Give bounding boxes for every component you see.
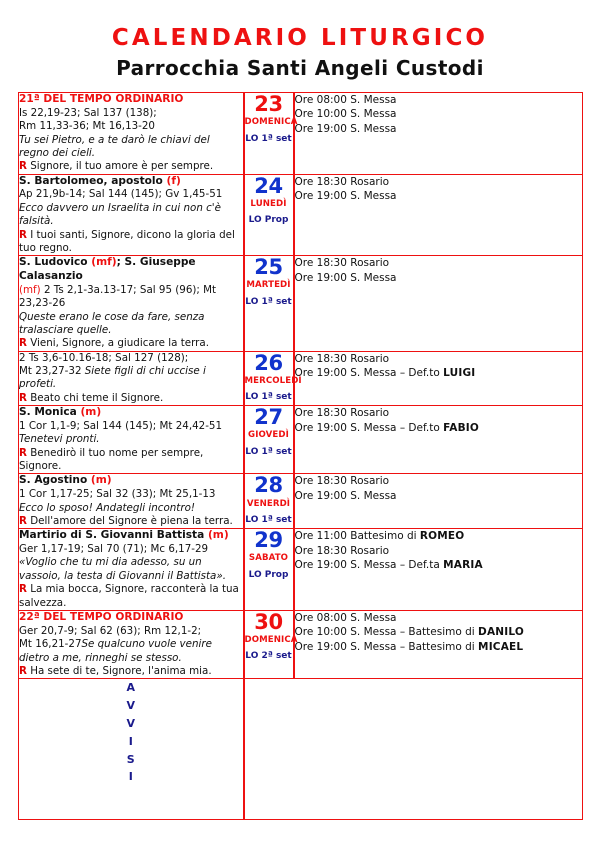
liturgy-hours: LO 1ª set xyxy=(245,133,292,144)
readings-cell xyxy=(19,256,244,351)
gospel-line: Mt 23,27-32 Siete figli di chi uccise i profeti. xyxy=(19,365,206,391)
schedule-line: Ore 19:00 S. Messa – Def.to FABIO xyxy=(294,421,480,434)
avvisi-letter: I xyxy=(128,734,133,748)
responsorial-line: R Signore, il tuo amore è per sempre. xyxy=(19,160,214,173)
avvisi-letter: S xyxy=(126,752,135,766)
reading-line: 1 Cor 1,1-9; Sal 144 (145); Mt 24,42-51 xyxy=(19,419,223,432)
avvisi-letter: I xyxy=(128,770,133,784)
celebration-title: Martirio di S. Giovanni Battista (m) xyxy=(19,529,229,542)
readings-cell xyxy=(19,610,244,678)
avvisi-content-cell[interactable] xyxy=(244,679,583,820)
page-title: CALENDARIO LITURGICO xyxy=(111,25,489,51)
avvisi-label xyxy=(19,679,243,786)
page-header xyxy=(0,0,600,79)
reading-line: Rm 11,33-36; Mt 16,13-20 xyxy=(19,120,155,133)
responsorial-line: R Benedirò il tuo nome per sempre, Signore. xyxy=(19,446,204,473)
page-subtitle: Parrocchia Santi Angeli Custodi xyxy=(116,56,484,81)
day-number: 28 xyxy=(254,473,283,498)
day-name: MERCOLEDÌ xyxy=(244,375,302,386)
reading-line: Ger 20,7-9; Sal 62 (63); Rm 12,1-2; xyxy=(19,624,202,637)
responsorial-marker: R xyxy=(19,514,27,527)
day-name: MARTEDÌ xyxy=(246,280,291,291)
gospel-line: Mt 16,21-27Se qualcuno vuole venire dietro a me, rinneghi se stesso. xyxy=(19,638,212,664)
schedule-line: Ore 10:00 S. Messa xyxy=(294,108,397,121)
day-name: DOMENICA xyxy=(244,635,298,646)
schedule-line: Ore 19:00 S. Messa xyxy=(294,489,397,502)
day-number: 26 xyxy=(254,350,283,375)
liturgy-hours: LO 2ª set xyxy=(245,651,292,662)
schedule-cell xyxy=(294,474,583,529)
schedule-line: Ore 18:30 Rosario xyxy=(294,175,390,188)
celebration-title: S. Agostino (m) xyxy=(19,474,112,487)
calendar-table-wrap xyxy=(18,92,582,820)
celebration-title: S. Monica (m) xyxy=(19,406,102,419)
gospel-line: Tu sei Pietro, e a te darò le chiavi del regno dei cieli. xyxy=(19,133,210,159)
schedule-line: Ore 19:00 S. Messa – Def.to LUIGI xyxy=(294,367,476,380)
responsorial-line: R Beato chi teme il Signore. xyxy=(19,391,164,404)
calendar-rows xyxy=(19,93,583,679)
reading-line: Is 22,19-23; Sal 137 (138); xyxy=(19,106,157,119)
readings-cell xyxy=(19,474,244,529)
date-cell xyxy=(244,474,294,529)
gospel-line: «Voglio che tu mi dia adesso, su un vassoio, la testa di Giovanni il Battista». xyxy=(19,556,226,582)
date-cell xyxy=(244,406,294,474)
responsorial-line: R Ha sete di te, Signore, l'anima mia. xyxy=(19,664,212,677)
schedule-line: Ore 18:30 Rosario xyxy=(294,544,390,557)
day-number: 25 xyxy=(254,255,283,280)
readings-cell xyxy=(19,174,244,256)
avvisi-letter: V xyxy=(126,716,135,730)
liturgy-hours: LO Prop xyxy=(248,569,289,580)
schedule-line: Ore 19:00 S. Messa xyxy=(294,190,397,203)
celebration-title: 22ª DEL TEMPO ORDINARIO xyxy=(19,610,184,623)
reading-line: Ap 21,9b-14; Sal 144 (145); Gv 1,45-51 xyxy=(19,188,223,201)
day-name: LUNEDÌ xyxy=(250,198,287,209)
calendar-row xyxy=(19,474,583,529)
day-name: SABATO xyxy=(248,553,289,564)
schedule-line: Ore 18:30 Rosario xyxy=(294,352,390,365)
schedule-line: Ore 10:00 S. Messa – Battesimo di DANILO xyxy=(294,626,525,639)
calendar-row xyxy=(19,406,583,474)
responsorial-line: R I tuoi santi, Signore, dicono la gloria del tuo regno. xyxy=(19,228,235,254)
date-cell xyxy=(244,609,298,678)
reading-line: (mf) 2 Ts 2,1-3a.13-17; Sal 95 (96); Mt 23,23-26 xyxy=(19,283,217,310)
responsorial-line: R Dell'amore del Signore è piena la terra. xyxy=(19,514,233,527)
calendar-row xyxy=(19,610,583,678)
reading-line: 1 Cor 1,17-25; Sal 32 (33); Mt 25,1-13 xyxy=(19,488,216,501)
liturgy-hours: LO 1ª set xyxy=(245,446,292,457)
celebration-title: 21ª DEL TEMPO ORDINARIO xyxy=(19,93,184,105)
gospel-line: Tenetevi pronti. xyxy=(19,433,100,446)
readings-cell xyxy=(19,93,244,175)
reading-line: 2 Ts 3,6-10.16-18; Sal 127 (128); xyxy=(19,351,189,364)
schedule-line: Ore 08:00 S. Messa xyxy=(294,94,397,106)
avvisi-row xyxy=(19,679,583,820)
readings-cell xyxy=(19,351,244,406)
day-number: 30 xyxy=(254,609,283,634)
calendar-row xyxy=(19,351,583,406)
schedule-cell xyxy=(294,256,583,351)
responsorial-line: R Vieni, Signore, a giudicare la terra. xyxy=(19,337,209,350)
schedule-cell xyxy=(294,93,583,175)
schedule-line: Ore 19:00 S. Messa – Def.ta MARIA xyxy=(294,559,483,572)
responsorial-marker: R xyxy=(19,583,27,596)
schedule-line: Ore 19:00 S. Messa xyxy=(294,122,397,135)
avvisi-letter: A xyxy=(126,681,135,695)
avvisi-letter: V xyxy=(126,699,135,713)
liturgical-calendar-table xyxy=(18,92,583,820)
schedule-cell xyxy=(294,351,583,406)
calendar-row xyxy=(19,529,583,611)
liturgy-hours: LO 1ª set xyxy=(245,514,292,525)
celebration-title: S. Bartolomeo, apostolo (f) xyxy=(19,174,181,187)
liturgy-hours: LO 1ª set xyxy=(245,296,292,307)
day-number: 27 xyxy=(254,405,283,430)
liturgy-hours: LO 1ª set xyxy=(245,392,292,403)
day-number: 23 xyxy=(254,92,283,116)
schedule-cell xyxy=(294,610,583,678)
schedule-line: Ore 18:30 Rosario xyxy=(294,407,390,420)
date-cell xyxy=(244,174,294,256)
responsorial-marker: R xyxy=(19,228,27,241)
responsorial-marker: R xyxy=(19,446,27,459)
celebration-title: S. Ludovico (mf); S. Giuseppe Calasanzio xyxy=(19,256,196,283)
day-name: DOMENICA xyxy=(244,117,298,128)
schedule-cell xyxy=(294,174,583,256)
responsorial-marker: R xyxy=(19,160,27,173)
schedule-line: Ore 18:30 Rosario xyxy=(294,475,390,488)
date-cell xyxy=(244,529,294,611)
avvisi-label-cell xyxy=(19,679,244,820)
schedule-line: Ore 19:00 S. Messa – Battesimo di MICAEL xyxy=(294,640,524,653)
responsorial-line: R La mia bocca, Signore, racconterà la tua salvezza. xyxy=(19,583,239,609)
day-name: GIOVEDÌ xyxy=(248,430,289,441)
responsorial-marker: R xyxy=(19,337,27,350)
day-number: 24 xyxy=(254,173,283,198)
day-name: VENERDÌ xyxy=(246,498,291,509)
schedule-line: Ore 19:00 S. Messa xyxy=(294,271,397,284)
date-cell xyxy=(244,350,302,406)
schedule-cell xyxy=(294,529,583,611)
gospel-line: Ecco davvero un Israelita in cui non c'è falsità. xyxy=(19,201,221,228)
reading-line: Ger 1,17-19; Sal 70 (71); Mc 6,17-29 xyxy=(19,543,209,556)
day-number: 29 xyxy=(254,528,283,553)
date-cell xyxy=(244,256,294,351)
readings-cell xyxy=(19,529,244,611)
gospel-line: Queste erano le cose da fare, senza tralasciare quelle. xyxy=(19,310,205,336)
schedule-line: Ore 11:00 Battesimo di ROMEO xyxy=(294,530,465,543)
responsorial-marker: R xyxy=(19,664,27,677)
schedule-cell xyxy=(294,406,583,474)
calendar-row xyxy=(19,93,583,175)
readings-cell xyxy=(19,406,244,474)
gospel-line: Ecco lo sposo! Andategli incontro! xyxy=(19,501,195,514)
calendar-row xyxy=(19,174,583,256)
date-cell xyxy=(244,92,298,175)
responsorial-marker: R xyxy=(19,391,27,404)
schedule-line: Ore 18:30 Rosario xyxy=(294,257,390,270)
liturgy-hours: LO Prop xyxy=(248,215,289,226)
avvisi-section xyxy=(19,679,583,820)
schedule-line: Ore 08:00 S. Messa xyxy=(294,611,397,624)
calendar-row xyxy=(19,256,583,351)
